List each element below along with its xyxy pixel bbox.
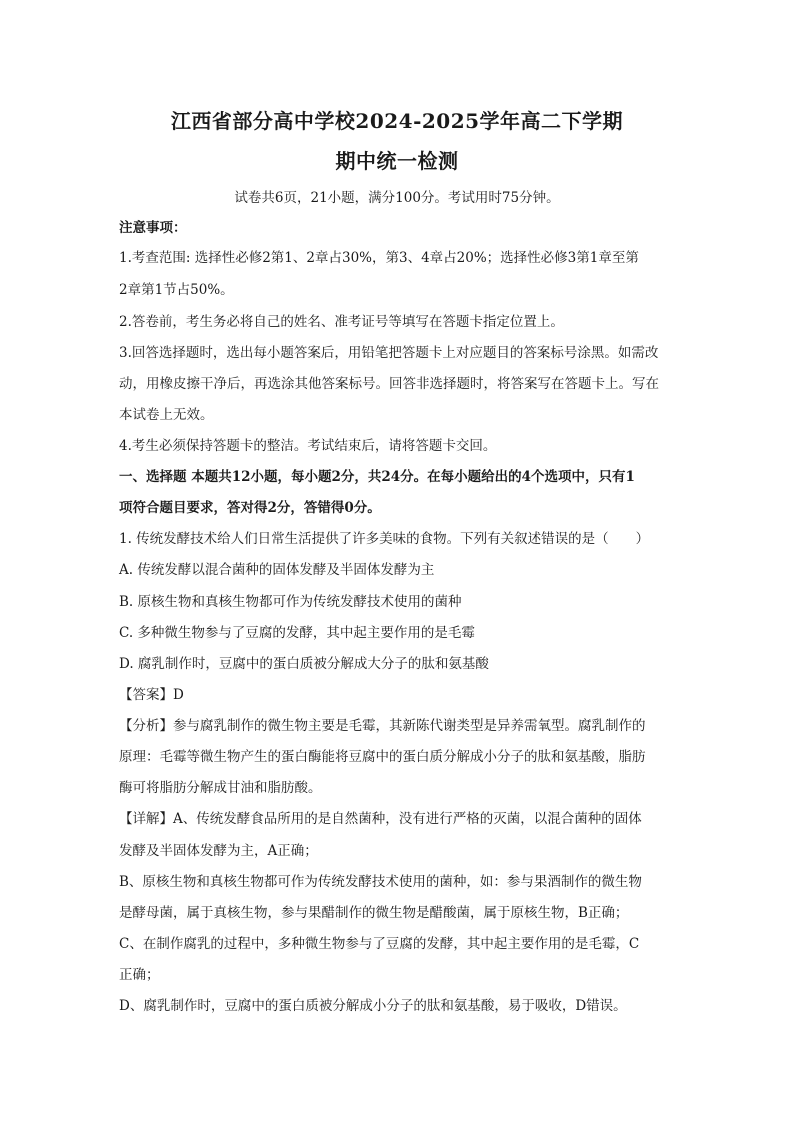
question-stem: 1. 传统发酵技术给人们日常生活提供了许多美味的食物。下列有关叙述错误的是（ ） — [119, 531, 650, 547]
analysis-line: 酶可将脂肪分解成甘油和脂肪酸。 — [119, 780, 322, 796]
analysis-line: 【分析】参与腐乳制作的微生物主要是毛霉，其新陈代谢类型是异养需氧型。腐乳制作的 — [119, 718, 646, 734]
section-heading: 项符合题目要求，答对得2分，答错得0分。 — [119, 500, 381, 516]
note-line: 2.答卷前，考生务必将自己的姓名、准考证号等填写在答题卡指定位置上。 — [119, 314, 564, 330]
note-line: 动，用橡皮擦干净后，再选涂其他答案标号。回答非选择题时，将答案写在答题卡上。写在 — [119, 376, 659, 392]
section-heading: 一、选择题 本题共12小题，每小题2分，共24分。在每小题给出的4个选项中，只有1 — [119, 469, 635, 485]
note-line: 本试卷上无效。 — [119, 407, 214, 423]
note-line: 4.考生必须保持答题卡的整洁。考试结束后，请将答题卡交回。 — [119, 438, 497, 454]
exam-info: 试卷共6页，21小题，满分100分。考试用时75分钟。 — [234, 190, 560, 206]
option-c: C. 多种微生物参与了豆腐的发酵，其中起主要作用的是毛霉 — [119, 625, 475, 641]
document-title: 江西省部分高中学校2024-2025学年高二下学期 — [170, 109, 624, 133]
option-d: D. 腐乳制作时，豆腐中的蛋白质被分解成大分子的肽和氨基酸 — [119, 656, 489, 672]
answer: 【答案】D — [119, 687, 184, 703]
option-a: A. 传统发酵以混合菌种的固体发酵及半固体发酵为主 — [119, 562, 435, 578]
detail-line: 发酵及半固体发酵为主，A正确； — [119, 843, 318, 859]
detail-line: 【详解】A、传统发酵食品所用的是自然菌种，没有进行严格的灭菌，以混合菌种的固体 — [119, 811, 642, 827]
detail-line: 正确； — [119, 967, 160, 983]
detail-line: B、原核生物和真核生物都可作为传统发酵技术使用的菌种，如：参与果酒制作的微生物 — [119, 874, 642, 890]
analysis-line: 原理：毛霉等微生物产生的蛋白酶能将豆腐中的蛋白质分解成小分子的肽和氨基酸，脂肪 — [119, 749, 646, 765]
note-line: 1.考查范围: 选择性必修2第1、2章占30%，第3、4章占20%；选择性必修3第1章至第 — [119, 250, 639, 266]
note-line: 3.回答选择题时，选出每小题答案后，用铅笔把答题卡上对应题目的答案标号涂黑。如需改 — [119, 345, 659, 361]
document-subtitle: 期中统一检测 — [335, 149, 459, 173]
detail-line: 是酵母菌，属于真核生物，参与果醋制作的微生物是醋酸菌，属于原核生物，B正确； — [119, 905, 629, 921]
notes-heading: 注意事项： — [119, 220, 187, 236]
detail-line: D、腐乳制作时，豆腐中的蛋白质被分解成小分子的肽和氨基酸，易于吸收，D错误。 — [119, 998, 627, 1014]
detail-line: C、在制作腐乳的过程中，多种微生物参与了豆腐的发酵，其中起主要作用的是毛霉，C — [119, 936, 640, 952]
option-b: B. 原核生物和真核生物都可作为传统发酵技术使用的菌种 — [119, 594, 462, 610]
note-line: 2章第1节占50%。 — [119, 282, 234, 298]
